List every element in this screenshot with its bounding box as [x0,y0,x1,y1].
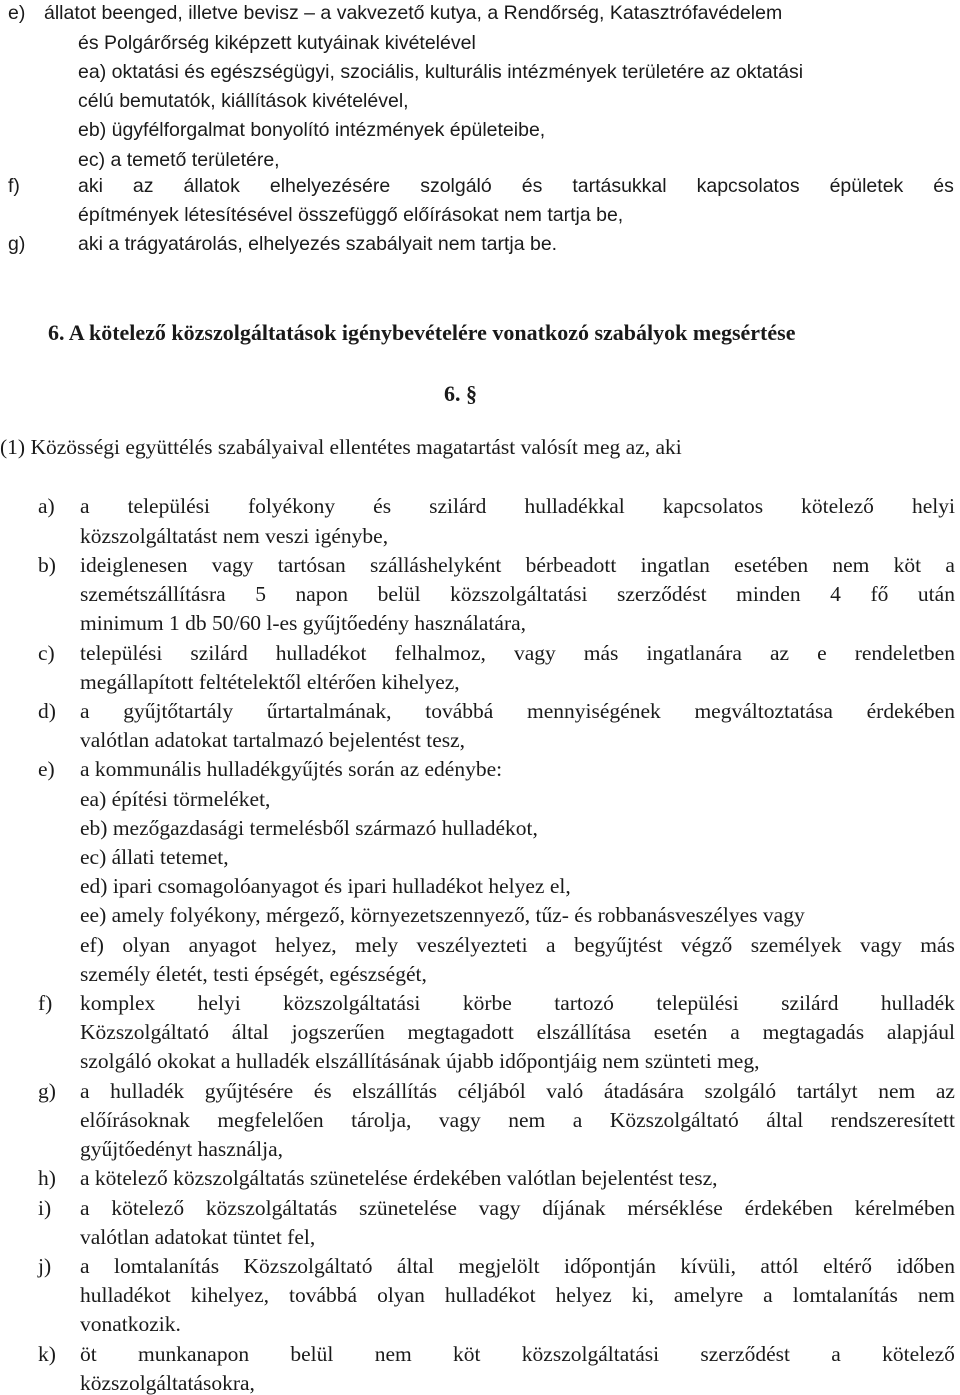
word: Közszolgáltató [80,1020,209,1044]
word: nem [917,1283,955,1307]
list-item-marker: h) [38,1166,56,1190]
list-item-text [80,1081,955,1103]
word: elhelyezésére [269,175,391,197]
sub-item-text: eb) ügyfélforgalmat bonyolító intézmények épületeibe, [78,119,546,141]
list-item-text: ec) állati tetemet, [80,845,229,869]
word: a [80,1079,90,1103]
word: állatok [183,175,240,197]
word: megjelölt [458,1254,540,1278]
list-item-text: építmények létesítésével összefüggő előírásokat nem tartja be, [78,204,624,226]
word: és [313,1079,332,1103]
word: helyez [555,1283,612,1307]
word: vagy [859,933,902,957]
word: belül [290,1342,334,1366]
word: tárolja, [351,1108,412,1132]
list-item-text [80,993,955,1015]
word: szerződést [700,1342,790,1366]
word: hulladék [110,1079,185,1103]
word: hulladékot [444,1283,536,1307]
word: érdekében [866,699,955,723]
list-item-marker: f) [8,175,20,197]
word: esetében [734,553,809,577]
word: bérbeadott [525,553,617,577]
list-item-text: közszolgáltatásokra, [80,1371,255,1395]
list-item-text [80,496,955,518]
word: más [583,641,619,665]
word: 5 [255,582,266,606]
word: kötelező [801,494,874,518]
list-item-marker: e) [8,2,26,24]
word: települési [80,641,163,665]
list-item-marker: f) [38,991,53,1015]
word: kérelmében [854,1196,955,1220]
word: veszélyezteti [416,933,528,957]
word: elszállítás [352,1079,438,1103]
word: lomtalanítás [113,1254,220,1278]
word: komplex [80,991,156,1015]
word: mely [355,933,399,957]
word: továbbá [289,1283,358,1307]
word: ideiglenesen [80,553,188,577]
word: hulladékot [80,1283,171,1307]
word: a [80,1254,90,1278]
list-item-text [80,935,955,957]
list-item-text: közszolgáltatást nem veszi igénybe, [80,524,389,548]
word: fő [870,582,889,606]
word: vagy [211,553,254,577]
list-item-text [80,1344,955,1366]
word: mérséklése [627,1196,723,1220]
list-item-text [80,701,955,723]
word: végző [680,933,733,957]
word: helyez, [275,933,337,957]
word: hulladék [880,991,955,1015]
word: szilárd [429,494,487,518]
word: kihelyez, [190,1283,269,1307]
list-item-marker: c) [38,641,55,665]
word: szemétszállításra [80,582,226,606]
list-item-text [80,584,955,606]
list-item-text [80,1285,955,1307]
paragraph-intro: (1) Közösségi együttélés szabályaival ellentétes magatartást valósít meg az, aki [0,435,682,459]
word: helyi [911,494,955,518]
word: anyagot [188,933,257,957]
word: nem [374,1342,412,1366]
list-item-text [80,643,955,665]
word: a [80,699,90,723]
word: alapjául [886,1020,955,1044]
list-item-text: gyűjtőedényt használja, [80,1137,283,1161]
list-item-text: minimum 1 db 50/60 l-es gyűjtőedény használatára, [80,611,527,635]
word: munkanapon [138,1342,250,1366]
word: ingatlanára [646,641,742,665]
list-item-text: szolgáló okokat a hulladék elszállításának újabb időpontjáig nem szünteti meg, [80,1049,760,1073]
list-item-marker: g) [38,1079,56,1103]
word: e [817,641,827,665]
word: kívüli, [680,1254,736,1278]
word: nem [508,1108,546,1132]
word: tartásukkal [572,175,667,197]
word: olyan [377,1283,425,1307]
word: és [373,494,392,518]
list-item-text: valótlan adatokat tüntet fel, [80,1225,316,1249]
word: űrtartalmának, [266,699,392,723]
word: megfelelően [217,1108,324,1132]
list-item-text [80,1110,955,1132]
word: közszolgáltatási [450,582,588,606]
word: más [920,933,955,957]
word: kapcsolatos [696,175,800,197]
word: Közszolgáltató [609,1108,739,1132]
word: felhalmoz, [394,641,486,665]
word: megváltoztatása [694,699,833,723]
word: időpontján [564,1254,656,1278]
word: által [231,1020,269,1044]
word: begyűjtést [574,933,663,957]
word: megtagadott [407,1020,514,1044]
list-item-text: és Polgárőrség kiképzett kutyáinak kivételével [78,32,476,54]
word: 4 [830,582,841,606]
word: gyűjtésére [204,1079,294,1103]
list-item-text [78,177,954,197]
list-item-marker: e) [38,757,55,781]
list-item-text [80,1198,955,1220]
word: rendszeresített [830,1108,955,1132]
word: szünetelése [359,1196,457,1220]
word: települési [656,991,739,1015]
word: közszolgáltatási [283,991,421,1015]
word: tartósan [277,553,346,577]
list-item-text: személy életét, testi épségét, egészségét, [80,962,427,986]
word: hulladékot [275,641,367,665]
word: a [945,553,955,577]
word: épületek [829,175,904,197]
word: szilárd [190,641,248,665]
word: hulladékkal [524,494,625,518]
list-item-marker: j) [38,1254,52,1278]
word: érdekében [744,1196,833,1220]
sub-item-text: ec) a temető területére, [78,149,280,171]
list-item-marker: k) [38,1342,56,1366]
word: vagy [438,1108,481,1132]
word: kötelező [111,1196,185,1220]
word: időben [896,1254,955,1278]
list-item-text: ed) ipari csomagolóanyagot és ipari hulladékot helyez el, [80,874,571,898]
word: esetén [653,1020,708,1044]
word: ingatlan [640,553,710,577]
word: a [730,1020,740,1044]
word: köt [453,1342,481,1366]
word: közszolgáltatási [521,1342,660,1366]
word: minden [736,582,801,606]
list-item-text: megállapított feltételektől eltérően kihelyez, [80,670,460,694]
word: ef) [80,933,104,957]
word: gyűjtőtartály [123,699,234,723]
list-item-text: a kommunális hulladékgyűjtés során az edénybe: [80,757,503,781]
word: kötelező [882,1342,955,1366]
word: díjának [542,1196,606,1220]
word: a [572,1108,583,1132]
word: az [132,175,154,197]
list-item-text: eb) mezőgazdasági termelésből származó hulladékot, [80,816,538,840]
list-item-marker: a) [38,494,55,518]
word: a [831,1342,841,1366]
list-item-marker: g) [8,233,26,255]
word: nem [878,1079,916,1103]
word: mennyiségének [527,699,661,723]
list-item-marker: b) [38,553,56,577]
list-item-text: aki a trágyatárolás, elhelyezés szabályait nem tartja be. [78,233,558,255]
word: céljából [457,1079,526,1103]
word: körbe [462,991,512,1015]
word: által [766,1108,804,1132]
section-heading: 6. A kötelező közszolgáltatások igénybevételére vonatkozó szabályok megsértése [48,320,796,345]
word: szolgáló [420,175,492,197]
word: folyékony [247,494,336,518]
list-item-marker: i) [38,1196,52,1220]
word: települési [127,494,210,518]
list-item-text: ea) építési törmeléket, [80,787,271,811]
word: ki, [631,1283,654,1307]
word: aki [78,175,103,197]
word: Közszolgáltató [243,1254,373,1278]
list-item-text: valótlan adatokat tartalmazó bejelentést tesz, [80,728,466,752]
word: attól [760,1254,799,1278]
word: közszolgáltatás [205,1196,338,1220]
word: által [396,1254,434,1278]
list-item-marker: d) [38,699,56,723]
word: öt [80,1342,97,1366]
word: az [935,1079,955,1103]
word: köt [893,553,922,577]
word: helyi [197,991,241,1015]
word: vagy [478,1196,521,1220]
paragraph-number: 6. § [444,381,477,406]
word: való [546,1079,584,1103]
word: szerződést [617,582,707,606]
word: lomtalanítás [792,1283,898,1307]
word: személyek [750,933,842,957]
word: jogszerűen [291,1020,385,1044]
word: szálláshelyként [370,553,502,577]
word: eltérő [823,1254,873,1278]
word: előírásoknak [80,1108,190,1132]
list-item-text: vonatkozik. [80,1312,181,1336]
word: átadására [603,1079,684,1103]
word: kapcsolatos [662,494,764,518]
word: tartozó [554,991,614,1015]
word: a [546,933,556,957]
list-item-text [80,1022,955,1044]
word: elszállítása [536,1020,631,1044]
sub-item-text: ea) oktatási és egészségügyi, szociális, kulturális intézmények területére az oktatási [78,61,804,83]
word: továbbá [425,699,494,723]
word: szolgáló [704,1079,777,1103]
word: és [933,175,954,197]
word: a [763,1283,773,1307]
word: a [80,494,90,518]
word: az [769,641,790,665]
list-item-text: a kötelező közszolgáltatás szünetelése érdekében valótlan bejelentést tesz, [80,1166,718,1190]
word: a [80,1196,90,1220]
word: vagy [513,641,556,665]
word: tartályt [796,1079,858,1103]
word: rendeletben [854,641,955,665]
list-item-text [80,1256,955,1278]
word: napon [295,582,349,606]
list-item-text [80,555,955,577]
word: olyan [122,933,171,957]
list-item-text: állatot beenged, illetve bevisz – a vakvezető kutya, a Rendőrség, Katasztrófavédelem [44,2,783,24]
list-item-text: ee) amely folyékony, mérgező, környezetszennyező, tűz- és robbanásveszélyes vagy [80,903,805,927]
word: után [917,582,955,606]
word: és [521,175,543,197]
word: belül [377,582,421,606]
sub-item-text: célú bemutatók, kiállítások kivételével, [78,90,409,112]
word: nem [832,553,870,577]
word: amelyre [673,1283,744,1307]
word: szilárd [781,991,839,1015]
word: megtagadás [762,1020,865,1044]
